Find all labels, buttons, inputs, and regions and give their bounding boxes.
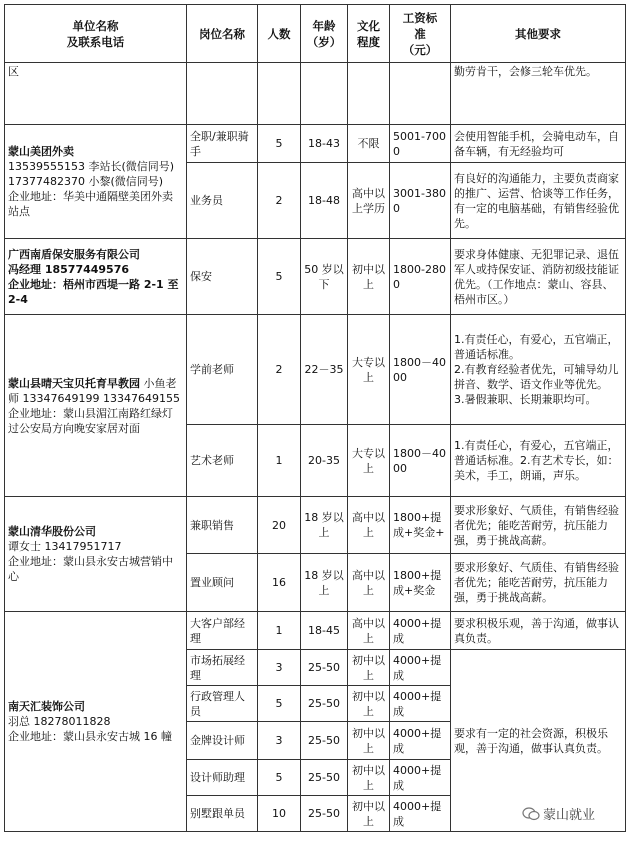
job-age: 50 岁以下 xyxy=(301,239,348,315)
company-address: 企业地址：华美中通隔壁美团外卖站点 xyxy=(8,190,173,218)
job-title: 置业顾问 xyxy=(187,554,258,612)
job-count: 2 xyxy=(258,163,301,239)
job-age: 25-50 xyxy=(301,796,348,832)
job-edu: 初中以上 xyxy=(348,722,390,760)
header-edu: 文化 程度 xyxy=(348,5,390,63)
table-row xyxy=(5,497,626,554)
table-row xyxy=(5,125,626,163)
job-count: 3 xyxy=(258,722,301,760)
job-req: 要求身体健康、无犯罪记录、退伍军人或持保安证、消防初级技能证优先。（工作地点：蒙山、容县、梧州市区。） xyxy=(451,239,626,315)
job-edu: 不限 xyxy=(348,125,390,163)
job-title: 保安 xyxy=(187,239,258,315)
job-age: 18-43 xyxy=(301,125,348,163)
wechat-watermark xyxy=(522,804,595,823)
job-age: 25-50 xyxy=(301,686,348,722)
company-name: 蒙山县晴天宝贝托育早教园 xyxy=(8,376,140,390)
job-count: 5 xyxy=(258,239,301,315)
job-salary: 4000+提成 xyxy=(390,722,451,760)
job-age: 20-35 xyxy=(301,425,348,497)
job-salary: 3001-3800 xyxy=(390,163,451,239)
job-count: 5 xyxy=(258,686,301,722)
job-req: 要求形象好、气质佳、有销售经验者优先；能吃苦耐劳，抗压能力强，勇于挑战高薪。 xyxy=(451,554,626,612)
carryover-row xyxy=(5,63,626,125)
company-address: 企业地址：蒙山县永安古城 16 幢 xyxy=(8,730,172,743)
job-count: 5 xyxy=(258,125,301,163)
company-cell xyxy=(5,612,187,832)
job-count: 16 xyxy=(258,554,301,612)
job-title: 设计师助理 xyxy=(187,760,258,796)
job-count: 1 xyxy=(258,612,301,650)
job-count: 5 xyxy=(258,760,301,796)
job-age: 22－35 xyxy=(301,315,348,425)
header-position: 岗位名称 xyxy=(187,5,258,63)
job-salary: 5001-7000 xyxy=(390,125,451,163)
job-title: 学前老师 xyxy=(187,315,258,425)
job-age: 18 岁以上 xyxy=(301,554,348,612)
job-req: 要求积极乐观，善于沟通，做事认真负责。 xyxy=(451,612,626,650)
carryover-company: 区 xyxy=(5,63,187,125)
header-row xyxy=(5,5,626,63)
job-req: 1.有责任心，有爱心，五官端正，普通话标准。2.有艺术专长，如：美术，手工，朗诵，声乐。 xyxy=(451,425,626,497)
carryover-other: 勤劳肯干，会修三轮车优先。 xyxy=(451,63,626,125)
job-title: 业务员 xyxy=(187,163,258,239)
job-title: 兼职销售 xyxy=(187,497,258,554)
job-count: 1 xyxy=(258,425,301,497)
job-title: 行政管理人员 xyxy=(187,686,258,722)
table-row xyxy=(5,315,626,425)
table-row xyxy=(5,239,626,315)
recruitment-table xyxy=(4,4,626,832)
job-title: 市场拓展经理 xyxy=(187,650,258,686)
job-salary: 4000+提成 xyxy=(390,612,451,650)
table-row xyxy=(5,612,626,650)
shared-req: 要求有一定的社会资源，积极乐观，善于沟通，做事认真负责。 xyxy=(451,650,626,832)
job-salary: 4000+提成 xyxy=(390,796,451,832)
job-title: 金牌设计师 xyxy=(187,722,258,760)
job-edu: 大专以上 xyxy=(348,425,390,497)
job-req: 要求形象好、气质佳，有销售经验者优先；能吃苦耐劳，抗压能力强，勇于挑战高薪。 xyxy=(451,497,626,554)
job-edu: 高中以上 xyxy=(348,612,390,650)
job-count: 3 xyxy=(258,650,301,686)
job-count: 20 xyxy=(258,497,301,554)
company-name: 蒙山美团外卖 xyxy=(8,145,74,158)
job-salary: 1800-2800 xyxy=(390,239,451,315)
job-title: 全职/兼职骑手 xyxy=(187,125,258,163)
job-edu: 初中以上 xyxy=(348,760,390,796)
job-salary: 1800+提成+奖金 xyxy=(390,554,451,612)
company-address: 企业地址：蒙山县永安古城营销中心 xyxy=(8,555,173,583)
job-age: 25-50 xyxy=(301,760,348,796)
watermark-text: 蒙山就业 xyxy=(543,808,596,823)
company-cell xyxy=(5,239,187,315)
job-edu: 大专以上 xyxy=(348,315,390,425)
job-salary: 1800－4000 xyxy=(390,315,451,425)
header-company: 单位名称 及联系电话 xyxy=(5,5,187,63)
job-edu: 初中以上 xyxy=(348,686,390,722)
job-age: 18 岁以上 xyxy=(301,497,348,554)
company-cell xyxy=(5,125,187,239)
job-age: 18-48 xyxy=(301,163,348,239)
company-cell xyxy=(5,497,187,612)
job-edu: 初中以上 xyxy=(348,796,390,832)
job-salary: 4000+提成 xyxy=(390,686,451,722)
job-count: 10 xyxy=(258,796,301,832)
job-req: 有良好的沟通能力，主要负责商家的推广、运营、恰谈等工作任务，有一定的电脑基础，有销售经验优先。 xyxy=(451,163,626,239)
job-salary: 1800+提成+奖金+ xyxy=(390,497,451,554)
job-edu: 高中以上学历 xyxy=(348,163,390,239)
job-salary: 1800－4000 xyxy=(390,425,451,497)
job-salary: 4000+提成 xyxy=(390,650,451,686)
job-count: 2 xyxy=(258,315,301,425)
company-name: 南天汇装饰公司 xyxy=(8,700,85,713)
header-salary: 工资标 准 （元） xyxy=(390,5,451,63)
job-edu: 高中以上 xyxy=(348,554,390,612)
header-count: 人数 xyxy=(258,5,301,63)
company-name: 蒙山清华股份公司 xyxy=(8,525,96,538)
company-address: 企业地址：蒙山县湄江南路红绿灯过公安局方向晚安家居对面 xyxy=(8,406,173,435)
job-title: 别墅跟单员 xyxy=(187,796,258,832)
company-contact: 谭女士 13417951717 xyxy=(8,540,122,553)
job-age: 25-50 xyxy=(301,722,348,760)
company-contact: 小鱼老师 13347649199 13347649155 xyxy=(8,376,180,405)
job-title: 艺术老师 xyxy=(187,425,258,497)
header-other: 其他要求 xyxy=(451,5,626,63)
wechat-icon xyxy=(522,807,540,821)
job-edu: 初中以上 xyxy=(348,239,390,315)
job-salary: 4000+提成 xyxy=(390,760,451,796)
job-title: 大客户部经理 xyxy=(187,612,258,650)
job-edu: 高中以上 xyxy=(348,497,390,554)
job-age: 25-50 xyxy=(301,650,348,686)
job-req: 1.有责任心，有爱心，五官端正，普通话标准。 2.有教育经验者优先，可辅导幼儿拼音、数学、语文作业等优先。 3.暑假兼职、长期兼职均可。 xyxy=(451,315,626,425)
company-name: 广西南盾保安服务有限公司 xyxy=(8,247,140,261)
company-contact: 冯经理 18577449576 xyxy=(8,262,130,276)
company-address: 企业地址：梧州市西堤一路 2-1 至 2-4 xyxy=(8,277,179,306)
job-req: 会使用智能手机，会骑电动车，自备车辆，有无经验均可 xyxy=(451,125,626,163)
company-contact: 羽总 18278011828 xyxy=(8,715,111,728)
company-contact: 13539555153 李站长(微信同号) 17377482370 小黎(微信同号) xyxy=(8,160,175,188)
company-cell xyxy=(5,315,187,497)
header-age: 年龄 （岁） xyxy=(301,5,348,63)
job-edu: 初中以上 xyxy=(348,650,390,686)
job-age: 18-45 xyxy=(301,612,348,650)
